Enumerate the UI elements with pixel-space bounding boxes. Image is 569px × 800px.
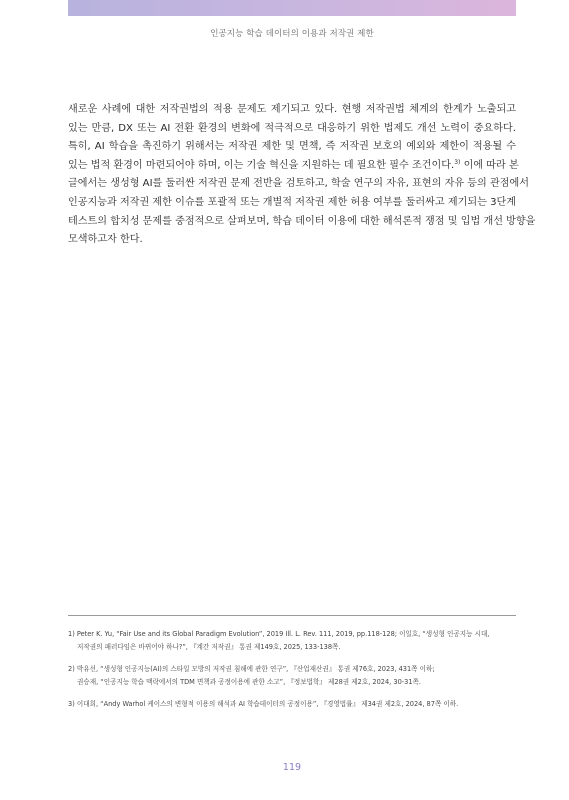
body-line-with-footnote [68,157,519,176]
footnote-line: 1) Peter K. Yu, “Fair Use and its Global Paradigm Evolution”, 2019 Ill. L. Rev. 111, 2019, pp.118-128; 이일호, “생성형 인공지능 시대, [68,630,490,638]
footnote-divider [68,615,516,616]
body-line: 있는 만큼, DX 또는 AI 전환 환경의 변화에 적극적으로 대응하기 위한 법제도 개선 노력이 중요하다. [68,122,516,134]
body-line: 테스트의 합치성 문제를 중점적으로 살펴보며, 학습 데이터 이용에 대한 해석론적 쟁점 및 입법 개선 방향을 [68,215,536,227]
footnote-reference[interactable]: 3) [454,158,461,166]
footnote-line: 3) 이대희, “Andy Warhol 케이스의 변형적 이용의 해석과 AI 학습데이터의 공정이용”, 『경영법률』 제34권 제2호, 2024, 87쪽 이하. [68,700,459,708]
footnotes [68,628,528,721]
footnote-2 [68,663,528,688]
header-color-bar [68,0,516,16]
body-line-text: 있는 법적 환경이 마련되어야 하며, 이는 기술 혁신을 지원하는 데 필요한 필수 조건이다. [68,159,455,171]
body-line: 인공지능과 저작권 제한 이슈를 포괄적 또는 개별적 저작권 제한 허용 여부를 둘러싸고 제기되는 3단계 [68,196,516,208]
body-paragraph [68,101,536,250]
body-line: 글에서는 생성형 AI를 둘러싼 저작권 문제 전반을 검토하고, 학술 연구의 자유, 표현의 자유 등의 관점에서 [68,178,529,190]
body-line: 모색하고자 한다. [68,234,143,246]
page-number: 119 [282,762,302,773]
running-header: 인공지능 학습 데이터의 이용과 저작권 제한 [210,29,374,39]
body-line-text: 이에 따라 본 [460,159,519,171]
footnote-1 [68,628,528,653]
footnote-line: 권승재, “인공지능 학습 맥락에서의 TDM 면책과 공정이용에 관한 소고”, 『정보법학』 제28권 제2호, 2024, 30-31쪽. [77,677,421,686]
footnote-line: 저작권의 패러다임은 바뀌어야 하나?”, 『계간 저작권』 통권 제149호, 2025, 133-138쪽. [77,642,341,651]
footnote-3 [68,698,528,711]
body-line: 특히, AI 학습을 촉진하기 위해서는 저작권 제한 및 면책, 즉 저작권 보호의 예외와 제한이 적용될 수 [68,141,516,153]
footnote-line: 2) 박유선, “생성형 인공지능(AI)의 스타일 모방의 저작권 침해에 관한 연구”, 『산업재산권』 통권 제76호, 2023, 431쪽 이하; [68,665,435,673]
body-line: 새로운 사례에 대한 저작권법의 적용 문제도 제기되고 있다. 현행 저작권법 체계의 한계가 노출되고 [68,104,516,115]
